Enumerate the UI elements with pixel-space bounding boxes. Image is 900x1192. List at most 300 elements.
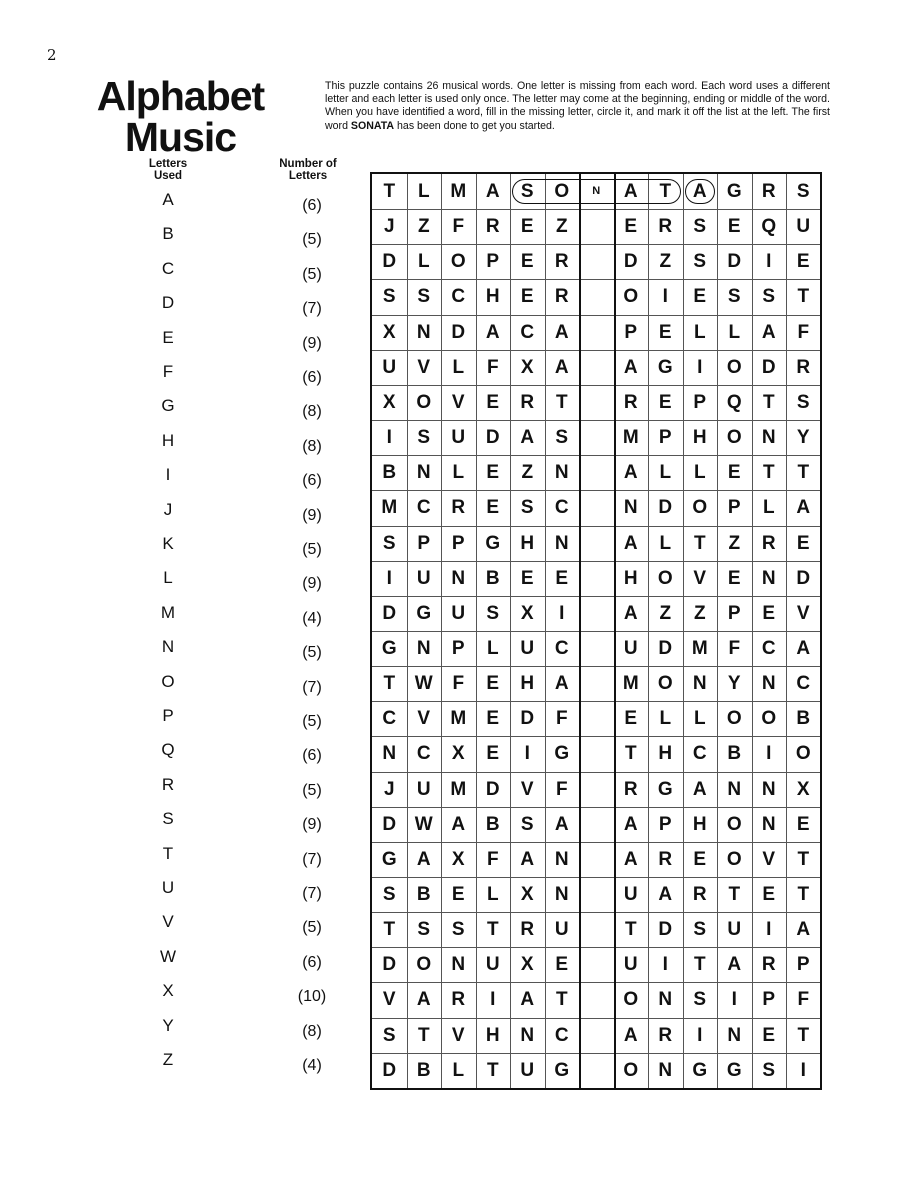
grid-cell[interactable] bbox=[579, 561, 614, 596]
grid-cell[interactable]: Z bbox=[693, 602, 706, 624]
grid-cell[interactable]: R bbox=[658, 848, 673, 870]
grid-cell[interactable]: M bbox=[381, 497, 398, 519]
grid-cell[interactable]: S bbox=[451, 919, 465, 941]
grid-cell[interactable]: P bbox=[727, 602, 741, 624]
grid-cell[interactable]: R bbox=[623, 391, 638, 413]
grid-cell[interactable]: G bbox=[381, 637, 397, 659]
grid-cell[interactable]: I bbox=[766, 251, 772, 273]
grid-cell[interactable] bbox=[579, 526, 614, 561]
grid-cell[interactable]: P bbox=[451, 637, 465, 659]
grid-cell[interactable]: O bbox=[623, 1059, 639, 1081]
grid-cell[interactable]: I bbox=[697, 1024, 703, 1046]
grid-cell[interactable]: J bbox=[383, 216, 395, 238]
grid-cell[interactable]: R bbox=[451, 497, 466, 519]
grid-cell[interactable]: A bbox=[692, 778, 707, 800]
grid-cell[interactable]: G bbox=[692, 1059, 708, 1081]
grid-cell[interactable]: I bbox=[662, 286, 668, 308]
grid-cell[interactable]: N bbox=[554, 848, 569, 870]
grid-cell[interactable]: L bbox=[659, 708, 672, 730]
grid-cell[interactable]: A bbox=[623, 181, 638, 202]
grid-cell[interactable]: A bbox=[554, 321, 569, 343]
grid-cell[interactable]: D bbox=[520, 708, 535, 730]
grid-cell[interactable]: C bbox=[382, 708, 397, 730]
grid-cell[interactable]: S bbox=[762, 286, 776, 308]
grid-cell[interactable]: R bbox=[554, 251, 569, 273]
grid-cell[interactable]: O bbox=[416, 391, 432, 413]
grid-cell[interactable]: P bbox=[796, 954, 810, 976]
grid-cell[interactable]: N bbox=[554, 884, 569, 905]
grid-cell[interactable]: F bbox=[797, 321, 810, 343]
grid-cell[interactable]: H bbox=[658, 743, 673, 765]
grid-cell[interactable]: F bbox=[555, 778, 568, 800]
grid-cell[interactable]: I bbox=[559, 602, 565, 624]
grid-cell[interactable]: D bbox=[382, 1059, 397, 1081]
grid-cell[interactable]: E bbox=[658, 321, 672, 343]
grid-cell[interactable]: U bbox=[623, 954, 638, 976]
grid-cell[interactable]: R bbox=[451, 989, 466, 1011]
grid-cell[interactable]: I bbox=[800, 1059, 806, 1081]
grid-cell[interactable]: N bbox=[382, 743, 397, 765]
grid-cell[interactable]: A bbox=[623, 848, 638, 870]
grid-cell[interactable]: G bbox=[381, 848, 397, 870]
grid-cell[interactable]: S bbox=[796, 181, 810, 202]
grid-cell[interactable]: E bbox=[555, 567, 569, 589]
grid-cell[interactable]: G bbox=[657, 778, 673, 800]
grid-cell[interactable]: G bbox=[554, 743, 570, 765]
grid-cell[interactable]: B bbox=[796, 708, 811, 730]
grid-cell[interactable]: A bbox=[623, 602, 638, 624]
grid-cell[interactable]: Z bbox=[417, 216, 430, 238]
grid-cell[interactable]: A bbox=[761, 321, 776, 343]
grid-cell[interactable]: L bbox=[693, 462, 706, 484]
grid-cell[interactable]: A bbox=[416, 989, 431, 1011]
grid-cell[interactable]: D bbox=[382, 251, 397, 273]
grid-cell[interactable]: A bbox=[623, 1024, 638, 1046]
grid-cell[interactable]: S bbox=[520, 181, 534, 202]
grid-cell[interactable]: N bbox=[416, 462, 431, 484]
grid-cell[interactable]: O bbox=[692, 497, 708, 519]
grid-cell[interactable]: M bbox=[622, 673, 639, 695]
grid-cell[interactable] bbox=[579, 912, 614, 947]
grid-cell[interactable]: A bbox=[796, 919, 811, 941]
grid-cell[interactable]: N bbox=[727, 778, 742, 800]
grid-cell[interactable]: N bbox=[416, 637, 431, 659]
grid-cell[interactable]: R bbox=[658, 1024, 673, 1046]
grid-cell[interactable]: H bbox=[692, 427, 707, 449]
grid-cell[interactable]: X bbox=[451, 848, 465, 870]
grid-cell[interactable]: D bbox=[658, 497, 673, 519]
grid-cell[interactable]: O bbox=[623, 989, 639, 1011]
grid-cell[interactable]: U bbox=[382, 356, 397, 378]
grid-cell[interactable]: O bbox=[726, 813, 742, 835]
grid-cell[interactable]: P bbox=[693, 391, 707, 413]
grid-cell[interactable]: E bbox=[555, 954, 569, 976]
grid-cell[interactable]: S bbox=[382, 286, 396, 308]
grid-cell[interactable] bbox=[579, 736, 614, 771]
grid-cell[interactable]: T bbox=[797, 462, 810, 484]
grid-cell[interactable]: A bbox=[623, 462, 638, 484]
grid-cell[interactable]: V bbox=[417, 708, 431, 730]
grid-cell[interactable]: S bbox=[486, 602, 500, 624]
grid-cell[interactable]: U bbox=[416, 567, 431, 589]
grid-cell[interactable]: A bbox=[520, 427, 535, 449]
grid-cell[interactable]: L bbox=[452, 356, 465, 378]
grid-cell[interactable]: S bbox=[555, 427, 569, 449]
grid-cell[interactable]: S bbox=[693, 216, 707, 238]
grid-cell[interactable]: N bbox=[658, 989, 673, 1011]
grid-cell[interactable]: R bbox=[761, 532, 776, 554]
grid-cell[interactable]: A bbox=[796, 497, 811, 519]
grid-cell[interactable] bbox=[579, 1053, 614, 1088]
grid-cell[interactable]: O bbox=[416, 954, 432, 976]
grid-cell[interactable] bbox=[579, 455, 614, 490]
grid-cell[interactable]: A bbox=[554, 356, 569, 378]
grid-cell[interactable]: N bbox=[692, 673, 707, 695]
grid-cell[interactable]: H bbox=[485, 1024, 500, 1046]
grid-cell[interactable] bbox=[579, 490, 614, 525]
grid-cell[interactable]: A bbox=[416, 848, 431, 870]
grid-cell[interactable]: Z bbox=[659, 602, 672, 624]
grid-cell[interactable]: I bbox=[766, 919, 772, 941]
grid-cell[interactable]: X bbox=[520, 356, 534, 378]
grid-cell[interactable]: P bbox=[727, 497, 741, 519]
grid-cell[interactable]: L bbox=[728, 321, 741, 343]
grid-cell[interactable] bbox=[579, 947, 614, 982]
grid-cell[interactable]: X bbox=[520, 884, 534, 905]
grid-cell[interactable] bbox=[579, 279, 614, 314]
grid-cell[interactable]: R bbox=[623, 778, 638, 800]
grid-cell[interactable]: N bbox=[623, 497, 638, 519]
grid-cell[interactable]: E bbox=[624, 216, 638, 238]
grid-cell[interactable] bbox=[579, 350, 614, 385]
grid-cell[interactable]: I bbox=[490, 989, 496, 1011]
grid-cell[interactable]: T bbox=[728, 884, 741, 905]
grid-cell[interactable]: D bbox=[658, 919, 673, 941]
grid-cell[interactable]: D bbox=[451, 321, 466, 343]
grid-cell[interactable]: Y bbox=[727, 673, 741, 695]
grid-cell[interactable] bbox=[579, 772, 614, 807]
grid-cell[interactable]: E bbox=[486, 391, 500, 413]
grid-cell[interactable]: T bbox=[417, 1024, 430, 1046]
grid-cell[interactable]: A bbox=[727, 954, 742, 976]
grid-cell[interactable] bbox=[579, 596, 614, 631]
grid-cell[interactable] bbox=[579, 315, 614, 350]
grid-cell[interactable]: N bbox=[416, 321, 431, 343]
grid-cell[interactable]: D bbox=[382, 602, 397, 624]
grid-cell[interactable]: Y bbox=[796, 427, 810, 449]
grid-cell[interactable]: H bbox=[485, 286, 500, 308]
grid-cell[interactable]: U bbox=[727, 919, 742, 941]
grid-cell[interactable]: E bbox=[451, 884, 465, 905]
grid-cell[interactable] bbox=[579, 877, 614, 912]
grid-cell[interactable]: A bbox=[520, 989, 535, 1011]
grid-cell[interactable]: T bbox=[797, 848, 810, 870]
grid-cell[interactable]: V bbox=[762, 848, 776, 870]
grid-cell[interactable]: S bbox=[693, 251, 707, 273]
grid-cell[interactable]: S bbox=[417, 427, 431, 449]
grid-cell[interactable]: L bbox=[762, 497, 775, 519]
grid-cell[interactable]: C bbox=[761, 637, 776, 659]
grid-cell[interactable]: T bbox=[797, 286, 810, 308]
grid-cell[interactable]: X bbox=[382, 321, 396, 343]
grid-cell[interactable]: E bbox=[727, 462, 741, 484]
grid-cell[interactable]: I bbox=[386, 427, 392, 449]
grid-cell[interactable]: B bbox=[485, 813, 500, 835]
grid-cell[interactable]: F bbox=[555, 708, 568, 730]
grid-cell[interactable]: N bbox=[658, 1059, 673, 1081]
grid-cell[interactable]: M bbox=[622, 427, 639, 449]
grid-cell[interactable]: G bbox=[657, 356, 673, 378]
grid-cell[interactable]: H bbox=[520, 673, 535, 695]
grid-cell[interactable]: R bbox=[658, 216, 673, 238]
grid-cell[interactable]: E bbox=[486, 708, 500, 730]
grid-cell[interactable]: L bbox=[693, 321, 706, 343]
grid-cell[interactable]: O bbox=[623, 286, 639, 308]
grid-cell[interactable]: U bbox=[520, 1059, 535, 1081]
grid-cell[interactable]: L bbox=[659, 532, 672, 554]
grid-cell[interactable]: N bbox=[451, 954, 466, 976]
grid-cell[interactable]: C bbox=[796, 673, 811, 695]
grid-cell[interactable]: C bbox=[451, 286, 466, 308]
grid-cell[interactable]: L bbox=[693, 708, 706, 730]
grid-cell[interactable]: E bbox=[796, 251, 810, 273]
grid-cell[interactable]: S bbox=[693, 989, 707, 1011]
grid-cell[interactable]: U bbox=[623, 884, 638, 905]
grid-cell[interactable]: M bbox=[450, 708, 467, 730]
grid-cell[interactable]: O bbox=[657, 673, 673, 695]
grid-cell[interactable]: T bbox=[659, 181, 672, 202]
grid-cell[interactable]: R bbox=[692, 884, 707, 905]
grid-cell[interactable]: V bbox=[520, 778, 534, 800]
grid-cell[interactable]: E bbox=[520, 216, 534, 238]
grid-cell[interactable]: N bbox=[554, 532, 569, 554]
grid-cell[interactable]: T bbox=[624, 919, 637, 941]
grid-cell[interactable]: O bbox=[726, 427, 742, 449]
grid-cell[interactable]: S bbox=[727, 286, 741, 308]
grid-cell[interactable]: T bbox=[762, 391, 775, 413]
grid-cell[interactable]: O bbox=[795, 743, 811, 765]
grid-cell[interactable]: O bbox=[554, 181, 570, 202]
grid-cell[interactable]: A bbox=[485, 181, 500, 202]
grid-cell[interactable]: C bbox=[554, 637, 569, 659]
grid-cell[interactable]: V bbox=[451, 1024, 465, 1046]
grid-cell[interactable] bbox=[579, 982, 614, 1017]
grid-cell[interactable]: I bbox=[697, 356, 703, 378]
grid-cell[interactable]: S bbox=[693, 919, 707, 941]
grid-cell[interactable]: T bbox=[486, 1059, 499, 1081]
grid-cell[interactable]: D bbox=[485, 427, 500, 449]
grid-cell[interactable]: X bbox=[520, 602, 534, 624]
grid-cell[interactable]: H bbox=[623, 567, 638, 589]
grid-cell[interactable]: T bbox=[555, 391, 568, 413]
grid-cell[interactable]: E bbox=[727, 567, 741, 589]
grid-cell[interactable]: A bbox=[623, 532, 638, 554]
grid-cell[interactable] bbox=[579, 1018, 614, 1053]
grid-cell[interactable]: E bbox=[520, 567, 534, 589]
grid-cell[interactable]: Q bbox=[726, 391, 742, 413]
grid-cell[interactable]: A bbox=[451, 813, 466, 835]
grid-cell[interactable]: U bbox=[451, 427, 466, 449]
grid-cell[interactable]: W bbox=[414, 673, 433, 695]
grid-cell[interactable]: L bbox=[486, 884, 499, 905]
grid-cell[interactable]: V bbox=[451, 391, 465, 413]
grid-cell[interactable]: B bbox=[382, 462, 397, 484]
grid-cell[interactable]: I bbox=[524, 743, 530, 765]
grid-cell[interactable]: E bbox=[486, 462, 500, 484]
grid-cell[interactable]: L bbox=[417, 181, 430, 202]
grid-cell[interactable]: C bbox=[554, 497, 569, 519]
grid-cell[interactable]: M bbox=[450, 181, 467, 202]
grid-cell[interactable]: J bbox=[383, 778, 395, 800]
grid-cell[interactable]: M bbox=[450, 778, 467, 800]
grid-cell[interactable]: B bbox=[416, 884, 431, 905]
grid-cell[interactable]: T bbox=[486, 919, 499, 941]
grid-cell[interactable]: G bbox=[416, 602, 432, 624]
grid-cell[interactable]: F bbox=[486, 356, 499, 378]
grid-cell[interactable]: A bbox=[554, 673, 569, 695]
grid-cell[interactable]: A bbox=[692, 181, 707, 202]
grid-cell[interactable]: S bbox=[382, 884, 396, 905]
grid-cell[interactable]: T bbox=[797, 1024, 810, 1046]
grid-cell[interactable]: V bbox=[693, 567, 707, 589]
grid-cell[interactable] bbox=[579, 209, 614, 244]
grid-cell[interactable]: U bbox=[623, 637, 638, 659]
grid-cell[interactable] bbox=[579, 842, 614, 877]
grid-cell[interactable] bbox=[579, 420, 614, 455]
grid-cell[interactable]: B bbox=[416, 1059, 431, 1081]
grid-cell[interactable]: N bbox=[761, 778, 776, 800]
grid-cell[interactable]: I bbox=[662, 954, 668, 976]
grid-cell[interactable]: Z bbox=[659, 251, 672, 273]
grid-cell[interactable]: E bbox=[796, 532, 810, 554]
grid-cell[interactable]: O bbox=[726, 356, 742, 378]
grid-cell[interactable]: N bbox=[520, 1024, 535, 1046]
grid-cell[interactable]: G bbox=[485, 532, 501, 554]
grid-cell[interactable]: E bbox=[762, 1024, 776, 1046]
grid-cell[interactable]: P bbox=[658, 427, 672, 449]
grid-cell[interactable]: U bbox=[485, 954, 500, 976]
grid-cell[interactable]: O bbox=[726, 848, 742, 870]
grid-cell[interactable]: T bbox=[624, 743, 637, 765]
grid-cell[interactable]: N bbox=[554, 462, 569, 484]
grid-cell[interactable]: C bbox=[554, 1024, 569, 1046]
grid-cell[interactable]: T bbox=[383, 673, 396, 695]
grid-cell[interactable]: P bbox=[762, 989, 776, 1011]
grid-cell[interactable]: A bbox=[796, 637, 811, 659]
grid-cell[interactable]: R bbox=[554, 286, 569, 308]
grid-cell[interactable]: S bbox=[382, 1024, 396, 1046]
grid-cell[interactable]: O bbox=[726, 708, 742, 730]
grid-cell[interactable]: Z bbox=[555, 216, 568, 238]
grid-cell[interactable]: D bbox=[658, 637, 673, 659]
grid-cell[interactable]: O bbox=[450, 251, 466, 273]
grid-cell[interactable]: L bbox=[417, 251, 430, 273]
grid-cell[interactable]: A bbox=[623, 813, 638, 835]
grid-cell[interactable]: A bbox=[485, 321, 500, 343]
grid-cell[interactable]: S bbox=[417, 286, 431, 308]
grid-cell[interactable]: V bbox=[417, 356, 431, 378]
grid-cell[interactable]: D bbox=[623, 251, 638, 273]
grid-cell[interactable]: G bbox=[726, 181, 742, 202]
grid-cell[interactable]: B bbox=[727, 743, 742, 765]
grid-cell[interactable]: E bbox=[727, 216, 741, 238]
grid-cell[interactable]: R bbox=[520, 391, 535, 413]
grid-cell[interactable]: D bbox=[761, 356, 776, 378]
grid-cell[interactable]: N bbox=[761, 813, 776, 835]
grid-cell[interactable]: T bbox=[555, 989, 568, 1011]
grid-cell[interactable]: D bbox=[485, 778, 500, 800]
grid-cell[interactable]: I bbox=[766, 743, 772, 765]
grid-cell[interactable]: D bbox=[796, 567, 811, 589]
grid-cell[interactable]: E bbox=[520, 251, 534, 273]
grid-cell[interactable]: U bbox=[416, 778, 431, 800]
grid-cell[interactable]: R bbox=[485, 216, 500, 238]
grid-cell[interactable]: O bbox=[761, 708, 777, 730]
grid-cell[interactable] bbox=[579, 631, 614, 666]
grid-cell[interactable]: P bbox=[486, 251, 500, 273]
grid-cell[interactable]: V bbox=[382, 989, 396, 1011]
grid-cell[interactable]: U bbox=[554, 919, 569, 941]
grid-cell[interactable]: T bbox=[797, 884, 810, 905]
grid-cell[interactable]: I bbox=[731, 989, 737, 1011]
grid-cell[interactable]: T bbox=[383, 919, 396, 941]
grid-cell[interactable]: E bbox=[796, 813, 810, 835]
grid-cell[interactable]: U bbox=[520, 637, 535, 659]
grid-cell[interactable] bbox=[579, 701, 614, 736]
grid-cell[interactable]: D bbox=[382, 813, 397, 835]
grid-cell[interactable]: F bbox=[452, 673, 465, 695]
grid-cell[interactable]: P bbox=[451, 532, 465, 554]
grid-cell[interactable] bbox=[579, 244, 614, 279]
grid-cell[interactable]: H bbox=[520, 532, 535, 554]
grid-cell[interactable]: E bbox=[762, 602, 776, 624]
grid-cell[interactable]: F bbox=[486, 848, 499, 870]
grid-cell[interactable]: A bbox=[554, 813, 569, 835]
grid-cell[interactable]: F bbox=[728, 637, 741, 659]
grid-cell[interactable]: G bbox=[726, 1059, 742, 1081]
grid-cell[interactable]: E bbox=[624, 708, 638, 730]
grid-cell[interactable]: X bbox=[382, 391, 396, 413]
grid-cell[interactable]: S bbox=[520, 497, 534, 519]
grid-cell[interactable]: C bbox=[692, 743, 707, 765]
grid-cell[interactable]: C bbox=[416, 497, 431, 519]
grid-cell[interactable]: E bbox=[486, 497, 500, 519]
grid-cell[interactable]: S bbox=[796, 391, 810, 413]
grid-cell[interactable]: G bbox=[554, 1059, 570, 1081]
grid-cell[interactable]: F bbox=[452, 216, 465, 238]
grid-cell[interactable] bbox=[579, 385, 614, 420]
grid-cell[interactable]: X bbox=[451, 743, 465, 765]
grid-cell[interactable]: T bbox=[693, 954, 706, 976]
grid-cell[interactable]: E bbox=[486, 743, 500, 765]
grid-cell[interactable]: T bbox=[762, 462, 775, 484]
grid-cell[interactable]: C bbox=[520, 321, 535, 343]
grid-cell[interactable] bbox=[579, 807, 614, 842]
grid-cell[interactable]: R bbox=[761, 181, 776, 202]
grid-cell[interactable]: E bbox=[762, 884, 776, 905]
grid-cell[interactable]: E bbox=[520, 286, 534, 308]
grid-cell[interactable]: N bbox=[761, 567, 776, 589]
grid-cell[interactable]: R bbox=[520, 919, 535, 941]
grid-cell[interactable]: X bbox=[520, 954, 534, 976]
grid-cell[interactable]: A bbox=[658, 884, 673, 905]
grid-cell[interactable]: R bbox=[761, 954, 776, 976]
grid-cell[interactable]: T bbox=[383, 181, 396, 202]
grid-cell[interactable]: S bbox=[520, 813, 534, 835]
grid-cell[interactable]: Z bbox=[728, 532, 741, 554]
grid-cell[interactable]: B bbox=[485, 567, 500, 589]
grid-cell[interactable]: U bbox=[796, 216, 811, 238]
